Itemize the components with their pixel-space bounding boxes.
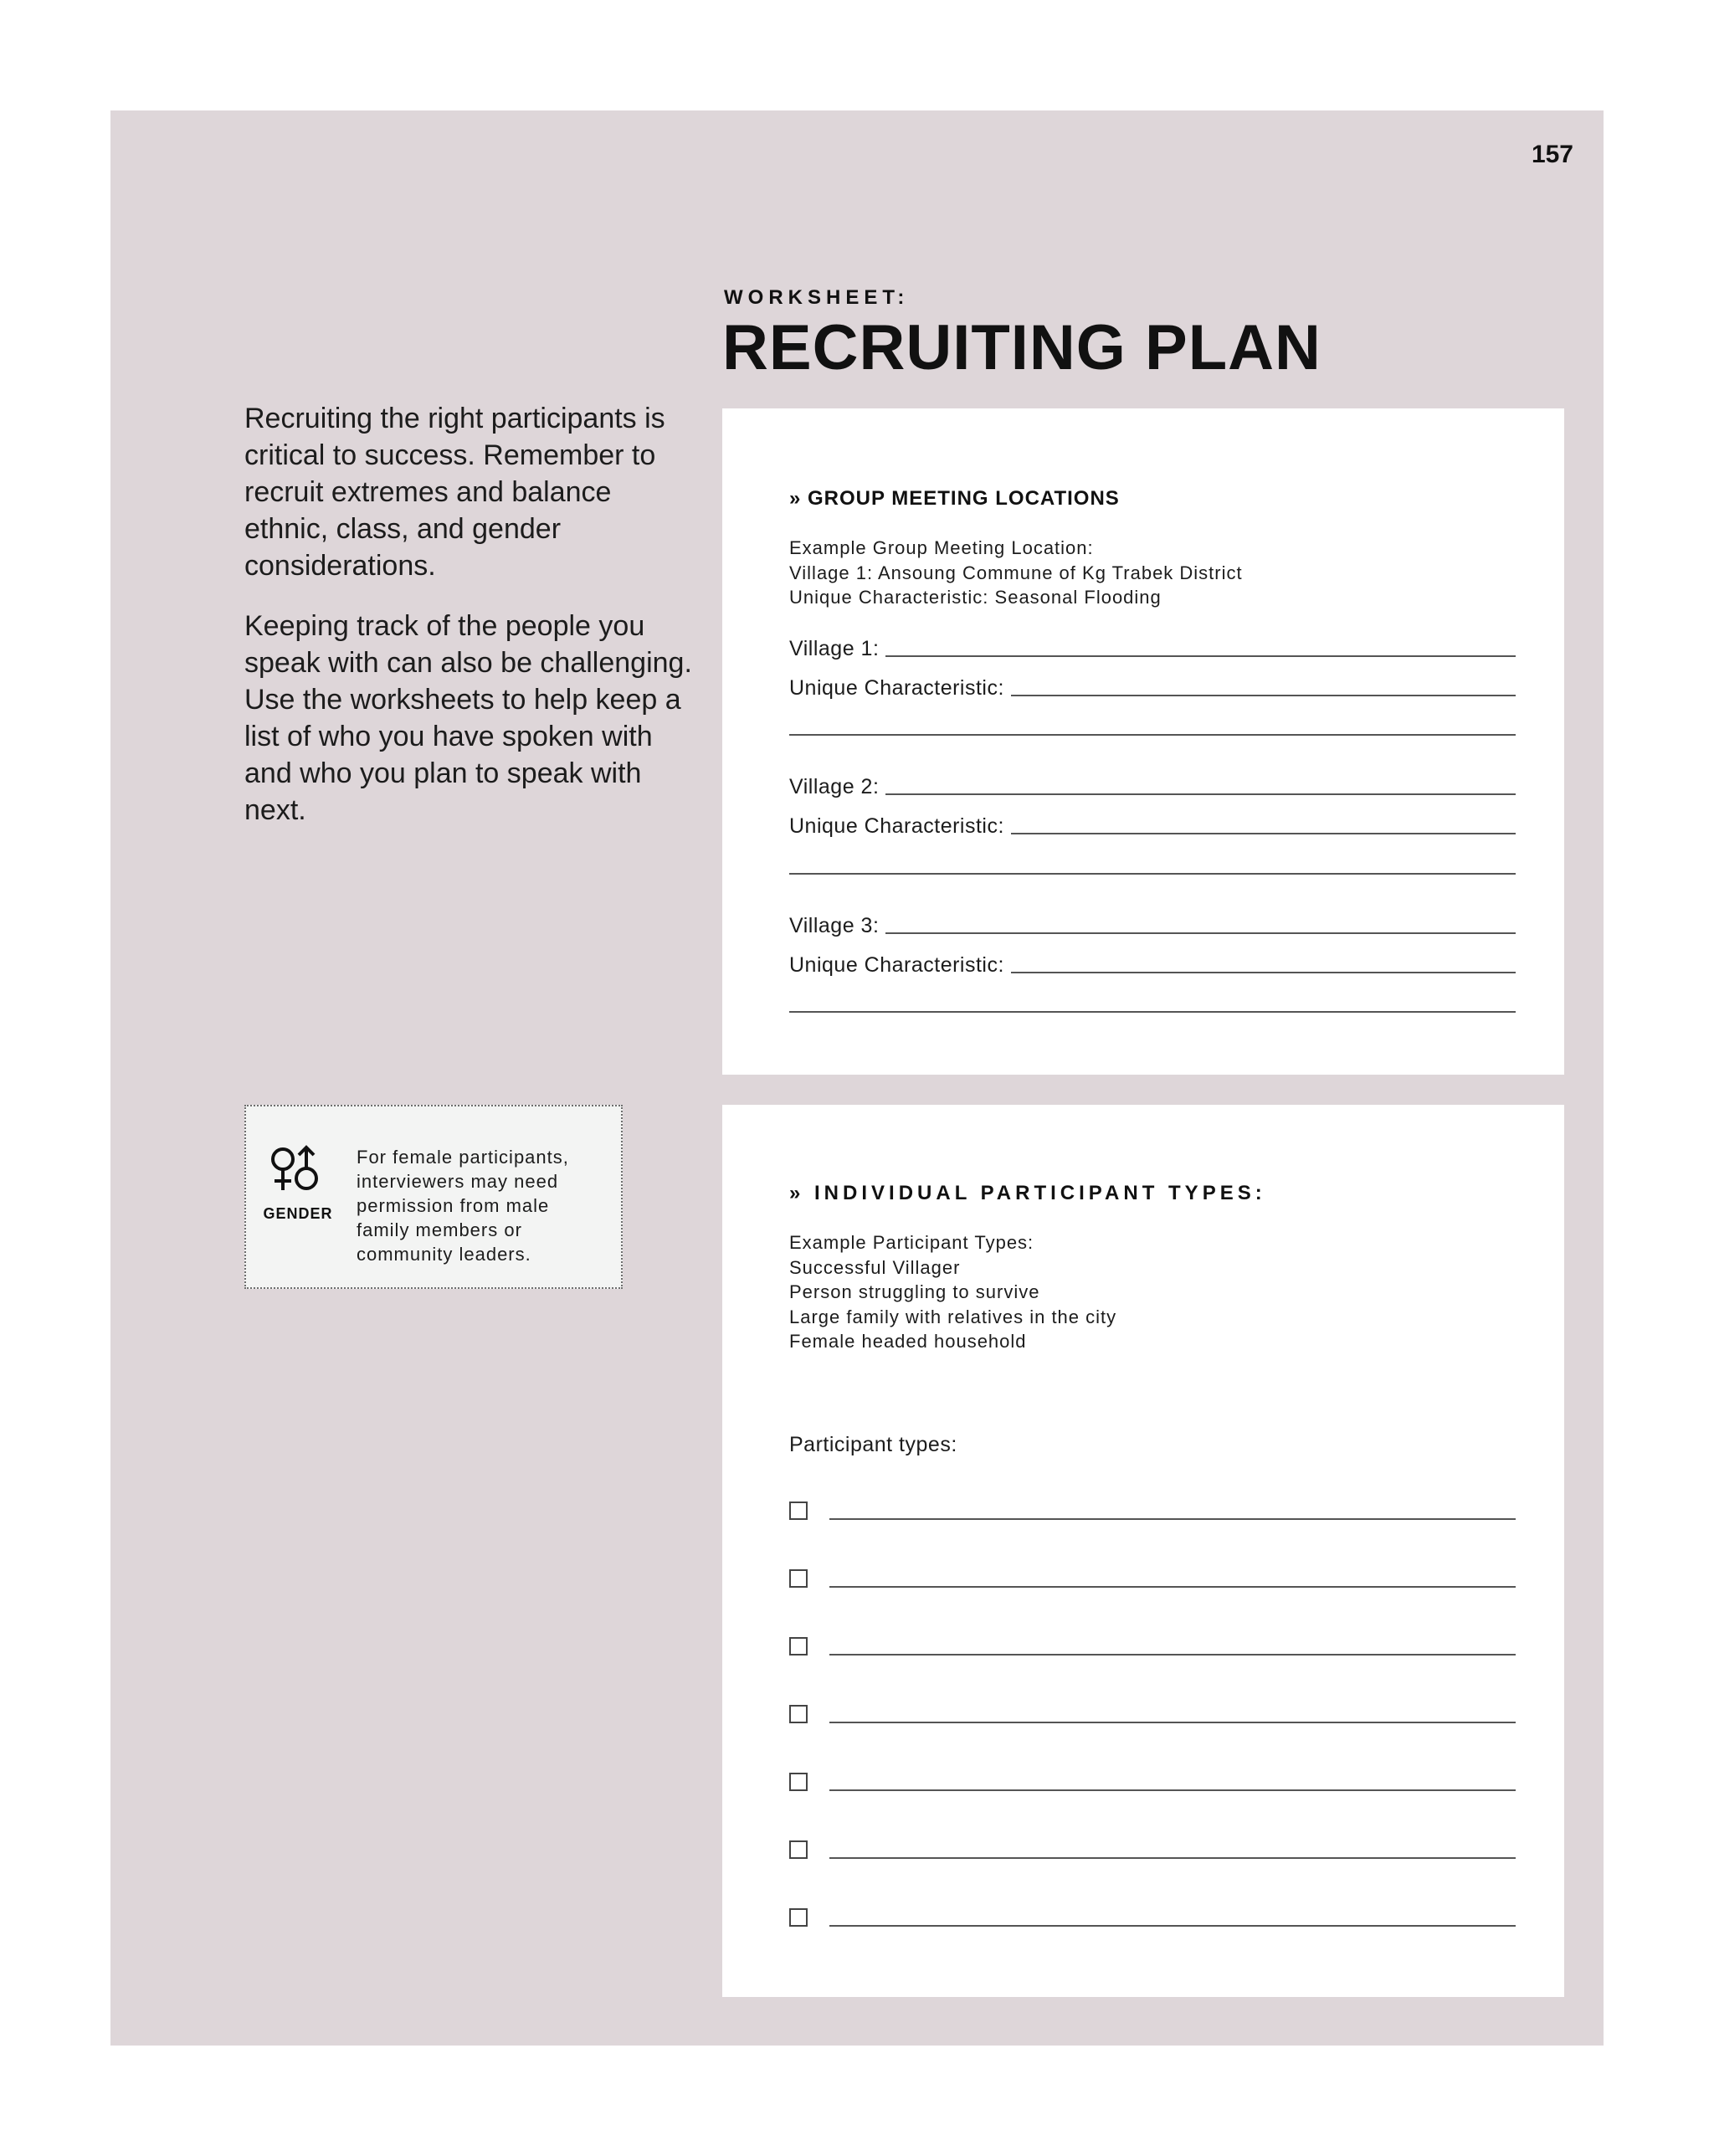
example-line: Female headed household bbox=[789, 1331, 1027, 1352]
intro-paragraph-1: Recruiting the right participants is critical to success. Remember to recruit extremes and balance ethnic, class, and gender considerations. bbox=[244, 403, 665, 582]
participant-type-checkbox[interactable] bbox=[789, 1569, 808, 1588]
participant-type-checkbox[interactable] bbox=[789, 1637, 808, 1656]
blank-line[interactable] bbox=[789, 734, 1516, 736]
village-1-unique-field[interactable] bbox=[789, 675, 1516, 701]
village-3-unique-field[interactable] bbox=[789, 952, 1516, 978]
participant-type-row bbox=[789, 1637, 1516, 1662]
village-3-field[interactable] bbox=[789, 913, 1516, 938]
unique-characteristic-label: Unique Characteristic: bbox=[789, 814, 1004, 838]
participant-type-line[interactable] bbox=[829, 1518, 1516, 1520]
village-1-label: Village 1: bbox=[789, 637, 880, 660]
worksheet-eyebrow: WORKSHEET: bbox=[724, 286, 910, 309]
gender-note bbox=[244, 1105, 623, 1289]
participant-types-example bbox=[789, 1230, 1116, 1354]
participant-type-line[interactable] bbox=[829, 1857, 1516, 1859]
participant-type-checkbox[interactable] bbox=[789, 1840, 808, 1859]
example-line: Example Group Meeting Location: bbox=[789, 537, 1094, 558]
participant-type-row bbox=[789, 1502, 1516, 1527]
participant-type-line[interactable] bbox=[829, 1722, 1516, 1723]
village-2-label: Village 2: bbox=[789, 775, 880, 798]
gender-icon bbox=[269, 1145, 321, 1194]
village-3-label: Village 3: bbox=[789, 914, 880, 937]
example-line: Example Participant Types: bbox=[789, 1232, 1034, 1253]
unique-characteristic-line[interactable] bbox=[1011, 831, 1516, 834]
unique-characteristic-line[interactable] bbox=[1011, 970, 1516, 973]
participant-type-checkbox[interactable] bbox=[789, 1705, 808, 1723]
village-2-field[interactable] bbox=[789, 774, 1516, 799]
village-1-field[interactable] bbox=[789, 636, 1516, 661]
example-line: Village 1: Ansoung Commune of Kg Trabek District bbox=[789, 562, 1243, 583]
participant-type-row bbox=[789, 1569, 1516, 1594]
group-meeting-example bbox=[789, 536, 1243, 610]
participant-type-row bbox=[789, 1908, 1516, 1933]
unique-characteristic-label: Unique Characteristic: bbox=[789, 676, 1004, 700]
intro-paragraph-2: Keeping track of the people you speak with can also be challenging. Use the worksheets to help keep a list of who you have spoken with and who you plan to speak with next. bbox=[244, 610, 692, 826]
village-1-line[interactable] bbox=[885, 654, 1516, 657]
blank-line[interactable] bbox=[789, 873, 1516, 875]
participant-type-line[interactable] bbox=[829, 1789, 1516, 1791]
page-number: 157 bbox=[1531, 141, 1573, 168]
example-line: Large family with relatives in the city bbox=[789, 1306, 1117, 1327]
group-meeting-locations-card bbox=[722, 408, 1564, 1075]
page-title: RECRUITING PLAN bbox=[722, 312, 1321, 383]
participant-type-line[interactable] bbox=[829, 1925, 1516, 1927]
participant-type-line[interactable] bbox=[829, 1654, 1516, 1656]
example-line: Person struggling to survive bbox=[789, 1281, 1040, 1302]
blank-line[interactable] bbox=[789, 1011, 1516, 1013]
village-2-line[interactable] bbox=[885, 792, 1516, 795]
unique-characteristic-line[interactable] bbox=[1011, 693, 1516, 696]
example-line: Successful Villager bbox=[789, 1256, 961, 1278]
participant-type-checkbox[interactable] bbox=[789, 1908, 808, 1927]
unique-characteristic-label: Unique Characteristic: bbox=[789, 953, 1004, 977]
intro-text bbox=[244, 400, 696, 852]
participant-types-title: » INDIVIDUAL PARTICIPANT TYPES: bbox=[789, 1182, 1266, 1204]
group-meeting-title: » GROUP MEETING LOCATIONS bbox=[789, 487, 1120, 510]
participant-type-row bbox=[789, 1773, 1516, 1798]
gender-label: GENDER bbox=[263, 1205, 333, 1222]
participant-type-checkbox[interactable] bbox=[789, 1773, 808, 1791]
participant-type-row bbox=[789, 1840, 1516, 1866]
village-3-line[interactable] bbox=[885, 931, 1516, 934]
participant-type-line[interactable] bbox=[829, 1586, 1516, 1588]
individual-participant-types-card bbox=[722, 1105, 1564, 1997]
village-2-unique-field[interactable] bbox=[789, 814, 1516, 839]
participant-types-label: Participant types: bbox=[789, 1433, 957, 1456]
gender-note-text: For female participants, interviewers may need permission from male family members or community leaders. bbox=[357, 1147, 569, 1265]
participant-type-row bbox=[789, 1705, 1516, 1730]
participant-type-checkbox[interactable] bbox=[789, 1502, 808, 1520]
example-line: Unique Characteristic: Seasonal Flooding bbox=[789, 587, 1162, 608]
